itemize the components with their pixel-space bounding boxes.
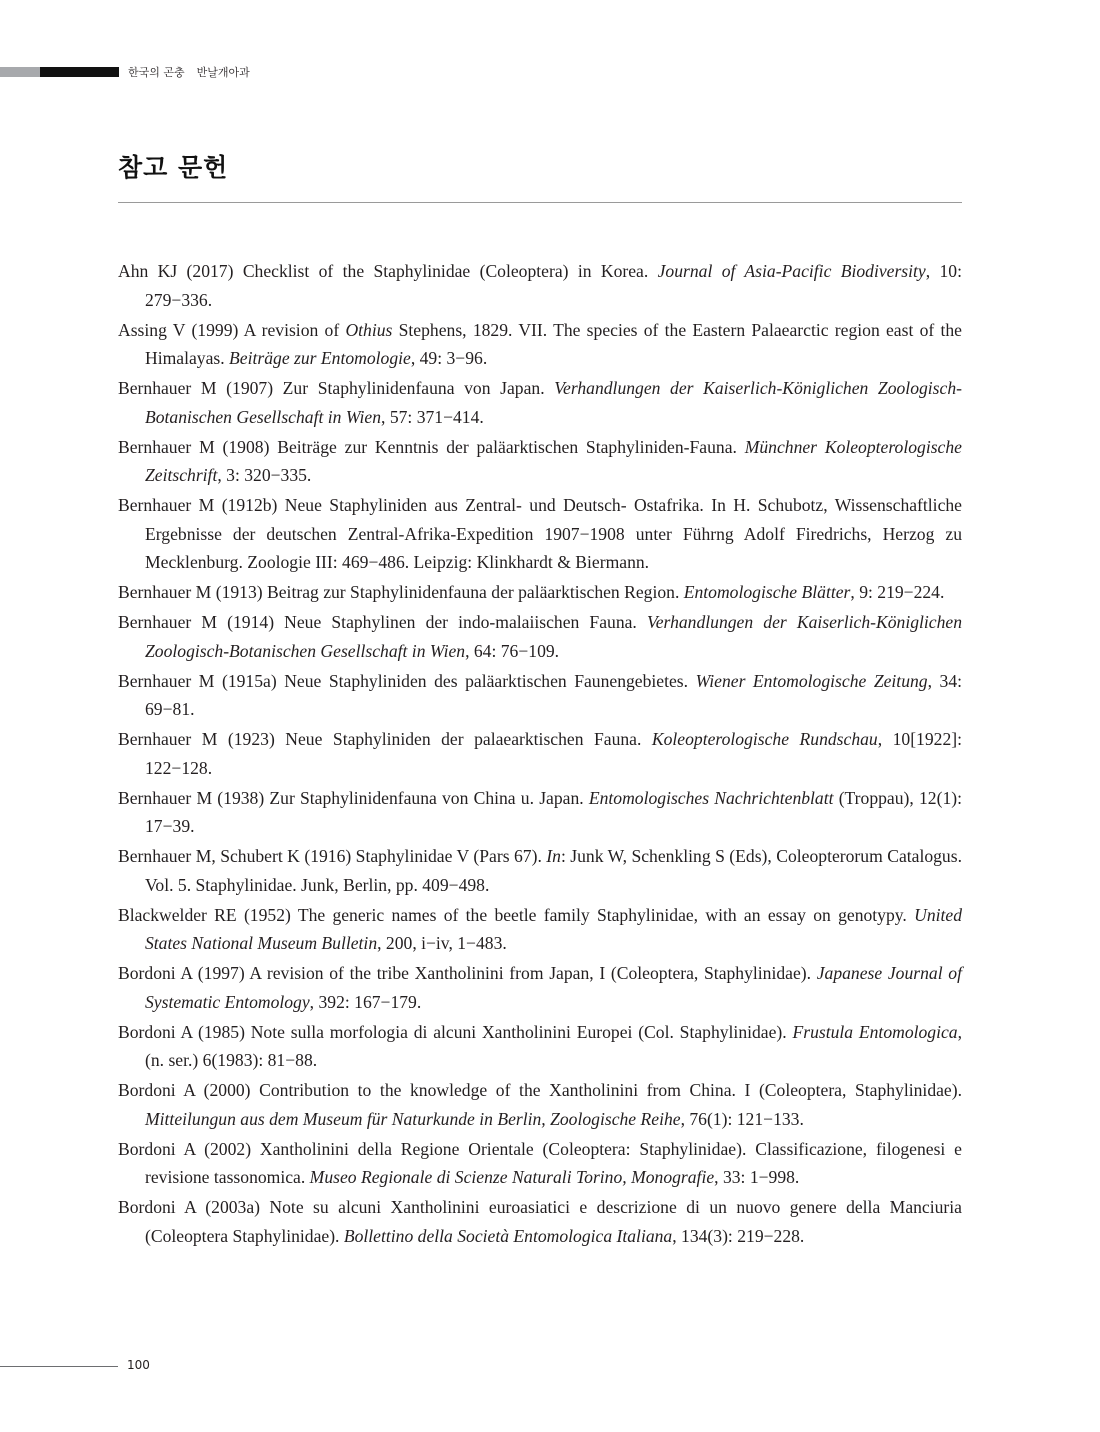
- reference-text: Assing V (1999) A revision of: [118, 319, 346, 340]
- reference-citation: , 49: 3−96.: [410, 348, 488, 368]
- reference-citation: , 10[1922]: 122−128.: [145, 729, 962, 778]
- reference-text: Bernhauer M (1912b) Neue Staphyliniden aus Zentral- und Deutsch- Ostafrika. In H. Schubotz, Wissenschaftliche Ergebnisse der deutschen Zentral-Afrika-Expedition 1907−1908 unter Führng Adolf Firedrichs, Herzog zu Mecklenburg. Zoologie III: 469−486. Leipzig: Klinkhardt & Biermann.: [118, 495, 962, 572]
- reference-citation: , 10: 279−336.: [145, 261, 962, 310]
- reference-item: [118, 257, 962, 314]
- reference-text: Bernhauer M (1907) Zur Staphylinidenfauna von Japan.: [118, 378, 555, 398]
- reference-journal: Journal of Asia-Pacific Biodiversity: [657, 261, 926, 281]
- title-divider: [118, 202, 962, 203]
- reference-item: [118, 1076, 962, 1133]
- page-title: 참고 문헌: [118, 153, 229, 182]
- footer-rule: [0, 1366, 118, 1367]
- reference-citation: , 57: 371−414.: [381, 406, 484, 427]
- reference-journal: Entomologisches Nachrichtenblatt: [588, 787, 834, 808]
- reference-journal: Beiträge zur Entomologie: [229, 348, 411, 368]
- reference-citation: , 392: 167−179.: [309, 991, 422, 1012]
- reference-taxon: Othius: [345, 319, 393, 340]
- reference-item: [118, 1018, 962, 1075]
- reference-text: Bernhauer M (1908) Beiträge zur Kenntnis der paläarktischen Staphyliniden-Fauna.: [118, 436, 745, 457]
- reference-text: Stephens, 1829. VII. The species of the Eastern Palaearctic region east of the Himalayas.: [145, 319, 962, 368]
- reference-item: [118, 842, 962, 899]
- reference-journal: Museo Regionale di Scienze Naturali Torino, Monografie: [309, 1167, 715, 1187]
- page-number: 100: [127, 1358, 150, 1372]
- reference-item: [118, 374, 962, 431]
- reference-journal: Japanese Journal of Systematic Entomology: [145, 963, 962, 1012]
- reference-journal: United States National Museum Bulletin: [145, 904, 962, 953]
- reference-item: [118, 667, 962, 724]
- book-title: 한국의 곤충: [128, 66, 185, 79]
- reference-journal: Entomologische Blätter: [683, 582, 851, 602]
- reference-text: Blackwelder RE (1952) The generic names of the beetle family Staphylinidae, with an essay on genotypy.: [118, 904, 915, 925]
- reference-journal: Verhandlungen der Kaiserlich-Königlichen Zoologisch-Botanischen Gesellschaft in Wien: [145, 378, 962, 427]
- reference-item: [118, 959, 962, 1016]
- reference-item: [118, 725, 962, 782]
- reference-text: Bordoni A (2000) Contribution to the knowledge of the Xantholinini from China. I (Coleoptera, Staphylinidae).: [118, 1080, 962, 1100]
- reference-journal: Koleopterologische Rundschau: [651, 729, 878, 749]
- reference-in: In: [546, 846, 561, 866]
- reference-text: Bernhauer M (1938) Zur Staphylinidenfauna von China u. Japan.: [118, 787, 589, 808]
- reference-item: [118, 578, 962, 607]
- section-title: 반날개아과: [196, 66, 250, 79]
- reference-citation: , 33: 1−998.: [714, 1167, 800, 1187]
- reference-text: Bordoni A (1985) Note sulla morfologia di alcuni Xantholinini Europei (Col. Staphylinidae).: [118, 1021, 793, 1042]
- reference-citation: , 64: 76−109.: [465, 640, 560, 661]
- reference-item: [118, 316, 962, 373]
- reference-text: Bordoni A (2002) Xantholinini della Regione Orientale (Coleoptera: Staphylinidae). Classificazione, filogenesi e revisione tassonomica.: [118, 1138, 962, 1187]
- reference-item: [118, 1193, 962, 1250]
- reference-citation: (Troppau), 12(1): 17−39.: [145, 787, 962, 836]
- reference-text: Bernhauer M (1915a) Neue Staphyliniden des paläarktischen Faunengebietes.: [118, 670, 696, 691]
- reference-item: [118, 491, 962, 577]
- reference-item: [118, 433, 962, 490]
- reference-journal: Mitteilungun aus dem Museum für Naturkunde in Berlin, Zoologische Reihe: [145, 1108, 681, 1129]
- reference-journal: Frustula Entomologica: [792, 1021, 958, 1042]
- reference-text: Bernhauer M (1913) Beitrag zur Staphylinidenfauna der paläarktischen Region.: [118, 582, 684, 602]
- reference-journal: Verhandlungen der Kaiserlich-Königlichen Zoologisch-Botanischen Gesellschaft in Wien: [145, 612, 963, 661]
- reference-item: [118, 901, 962, 958]
- header-bar-black: [40, 67, 119, 77]
- running-header: [128, 64, 250, 80]
- reference-text: Bernhauer M, Schubert K (1916) Staphylinidae V (Pars 67).: [118, 846, 547, 866]
- reference-item: [118, 608, 962, 665]
- reference-text: Bernhauer M (1923) Neue Staphyliniden der palaearktischen Fauna.: [118, 729, 652, 749]
- reference-text: Bernhauer M (1914) Neue Staphylinen der indo-malaiischen Fauna.: [118, 612, 647, 632]
- reference-citation: , 9: 219−224.: [850, 582, 945, 602]
- header-bar-grey: [0, 67, 40, 77]
- reference-journal: Wiener Entomologische Zeitung: [695, 670, 928, 691]
- reference-citation: : Junk W, Schenkling S (Eds), Coleopterorum Catalogus. Vol. 5. Staphylinidae. Junk, Berlin, pp. 409−498.: [145, 846, 962, 895]
- reference-item: [118, 1135, 962, 1192]
- reference-text: Bordoni A (2003a) Note su alcuni Xantholinini euroasiatici e descrizione di un nuovo genere della Manciuria (Coleoptera Staphylinidae).: [118, 1197, 962, 1246]
- reference-journal: Münchner Koleopterologische Zeitschrift: [145, 436, 962, 485]
- reference-list: [118, 257, 962, 1252]
- reference-text: Ahn KJ (2017) Checklist of the Staphylinidae (Coleoptera) in Korea.: [118, 261, 658, 281]
- reference-citation: , (n. ser.) 6(1983): 81−88.: [145, 1021, 963, 1070]
- reference-text: Bordoni A (1997) A revision of the tribe Xantholinini from Japan, I (Coleoptera, Staphylinidae).: [118, 963, 817, 983]
- reference-citation: , 76(1): 121−133.: [680, 1108, 804, 1129]
- reference-citation: , 200, i−iv, 1−483.: [377, 933, 507, 953]
- reference-item: [118, 784, 962, 841]
- reference-citation: , 3: 320−335.: [217, 465, 312, 485]
- reference-citation: , 134(3): 219−228.: [672, 1225, 805, 1246]
- reference-citation: , 34: 69−81.: [145, 670, 962, 719]
- reference-journal: Bollettino della Società Entomologica Italiana: [343, 1225, 673, 1246]
